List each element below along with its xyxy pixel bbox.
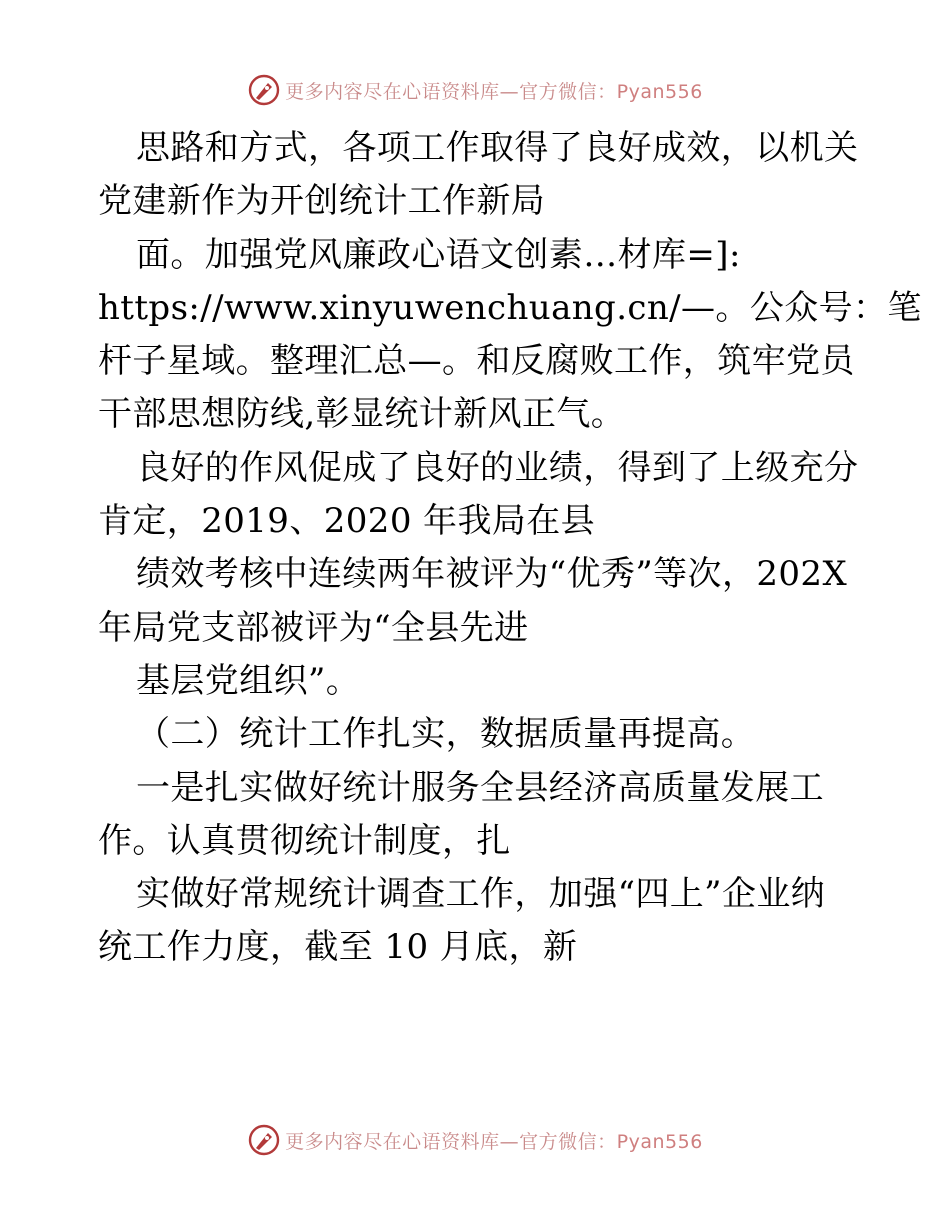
pen-nib-circle-icon xyxy=(247,1123,281,1157)
text-line: 肯定，2019、2020 年我局在县 xyxy=(98,501,596,542)
text-line: （二）统计工作扎实，数据质量再提高。 xyxy=(136,714,756,755)
text-line: https://www.xinyuwenchuang.cn/—。公众号：笔 xyxy=(98,287,922,328)
text-line: 干部思想防线,彰显统计新风正气。 xyxy=(98,394,626,435)
header-watermark xyxy=(0,70,950,110)
footer-watermark xyxy=(0,1120,950,1160)
text-line: 统工作力度，截至 10 月底，新 xyxy=(98,927,578,968)
text-line: 实做好常规统计调查工作，加强“四上”企业纳 xyxy=(136,874,826,915)
pen-nib-circle-icon xyxy=(247,73,281,107)
text-line: 基层党组织”。 xyxy=(136,660,361,701)
watermark-text: 更多内容尽在心语资料库—官方微信：Pyan556 xyxy=(285,1130,703,1153)
watermark-text: 更多内容尽在心语资料库—官方微信：Pyan556 xyxy=(285,80,703,103)
text-line: 年局党支部被评为“全县先进 xyxy=(98,607,529,648)
text-line: 良好的作风促成了良好的业绩，得到了上级充分 xyxy=(136,447,859,488)
text-line: 思路和方式，各项工作取得了良好成效，以机关 xyxy=(136,128,859,168)
text-line: 绩效考核中连续两年被评为“优秀”等次，202X xyxy=(136,554,848,595)
text-line: 一是扎实做好统计服务全县经济高质量发展工 xyxy=(136,767,824,808)
document-body xyxy=(98,122,922,975)
text-line: 杆子星域。整理汇总—。和反腐败工作，筑牢党员 xyxy=(98,341,855,382)
text-line: 党建新作为开创统计工作新局 xyxy=(98,181,546,222)
text-line: 作。认真贯彻统计制度，扎 xyxy=(98,820,511,861)
text-line: 面。加强党风廉政心语文创素…材库=]: xyxy=(136,234,741,275)
